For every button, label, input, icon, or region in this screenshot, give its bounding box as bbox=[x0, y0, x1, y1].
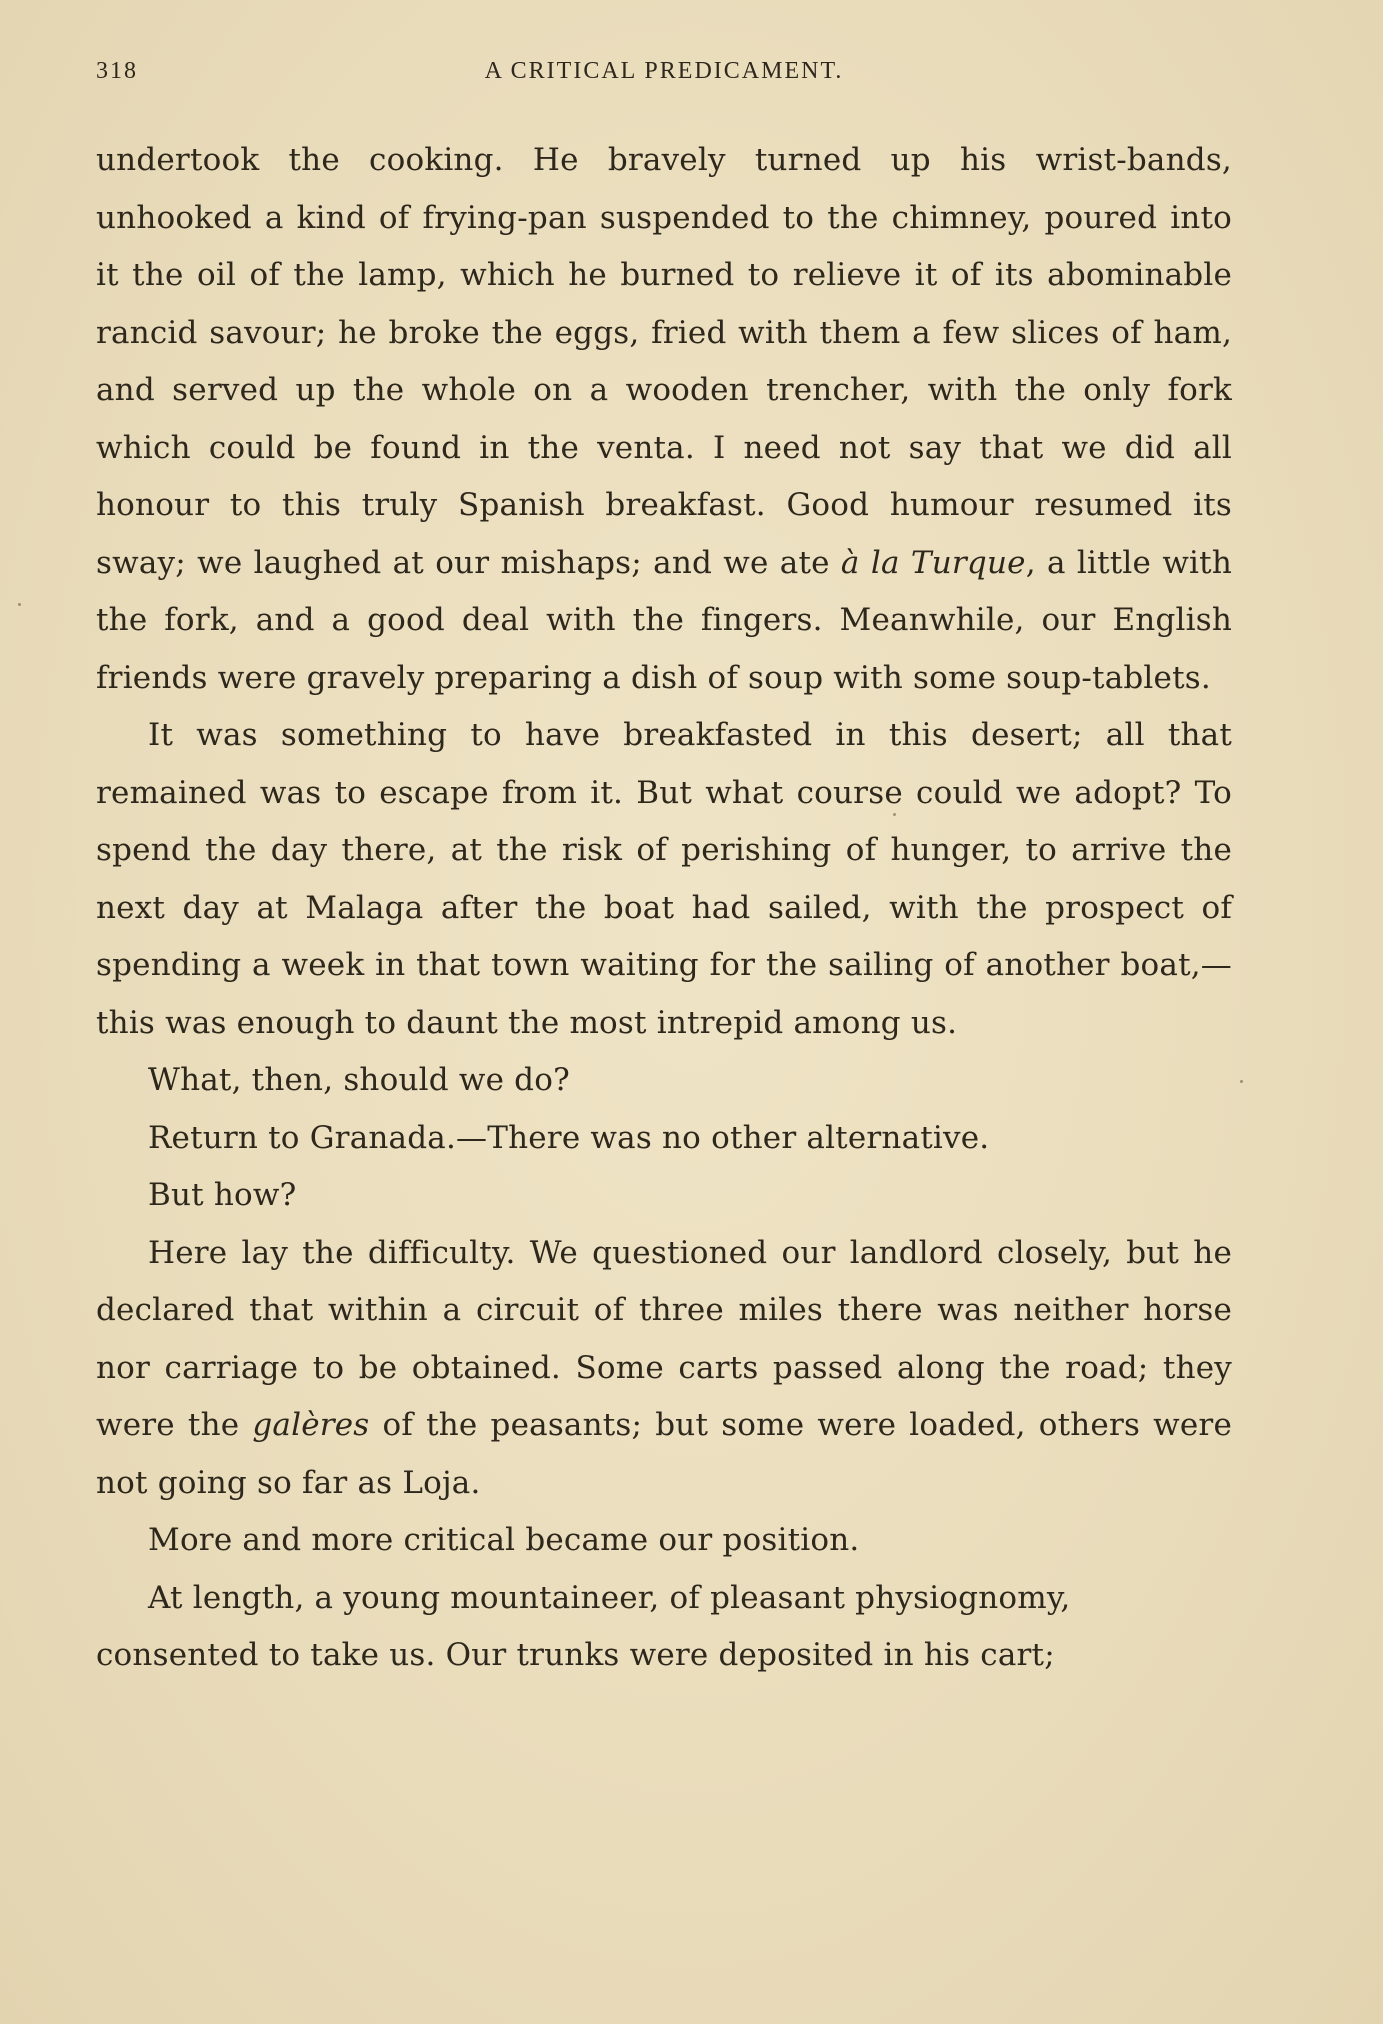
paper-speck bbox=[893, 813, 896, 816]
paragraph: undertook the cooking. He bravely turned up his wrist-bands, unhooked a kind of frying-pan suspended to the chimney, poured into it the oil of the lamp, which he burned to relieve it of its abominable rancid savour; he broke the eggs, fried with them a few slices of ham, and served up the whole on a wooden trencher, with the only fork which could be found in the venta. I need not say that we did all honour to this truly Spanish breakfast. Good humour resumed its sway; we laughed at our mishaps; and we ate à la Turque, a little with the fork, and a good deal with the fingers. Meanwhile, our English friends were gravely preparing a dish of soup with some soup-tablets. bbox=[96, 142, 1232, 696]
paragraph: At length, a young mountaineer, of pleasant physiognomy, consented to take us. Our trunks were deposited in his cart; bbox=[96, 1579, 1071, 1673]
paragraph: What, then, should we do? bbox=[148, 1062, 570, 1098]
paragraph: Here lay the difficulty. We questioned our landlord closely, but he declared that within a circuit of three miles there was neither horse nor carriage to be obtained. Some carts passed along the road; they were the galères of the peasants; but some were loaded, others were not going so far as Loja. bbox=[96, 1234, 1232, 1501]
body-text bbox=[96, 132, 1232, 1685]
paragraph: But how? bbox=[148, 1177, 297, 1213]
paragraph: It was something to have breakfasted in this desert; all that remained was to escape from it. But what course could we adopt? To spend the day there, at the risk of perishing of hunger, to arrive the next day at Malaga after the boat had sailed, with the prospect of spending a week in that town waiting for the sailing of another boat,—this was enough to daunt the most intrepid among us. bbox=[96, 717, 1232, 1041]
paper-speck bbox=[18, 603, 21, 606]
paper-speck bbox=[1240, 1080, 1243, 1083]
running-title: A CRITICAL PREDICAMENT. bbox=[484, 58, 844, 84]
italic-phrase: galères bbox=[252, 1407, 370, 1443]
paragraph: Return to Granada.—There was no other alternative. bbox=[148, 1119, 990, 1156]
italic-phrase: à la Turque bbox=[840, 544, 1026, 581]
page-number: 318 bbox=[96, 58, 138, 84]
page-header bbox=[96, 58, 1232, 98]
paragraph: More and more critical became our position. bbox=[148, 1522, 860, 1558]
